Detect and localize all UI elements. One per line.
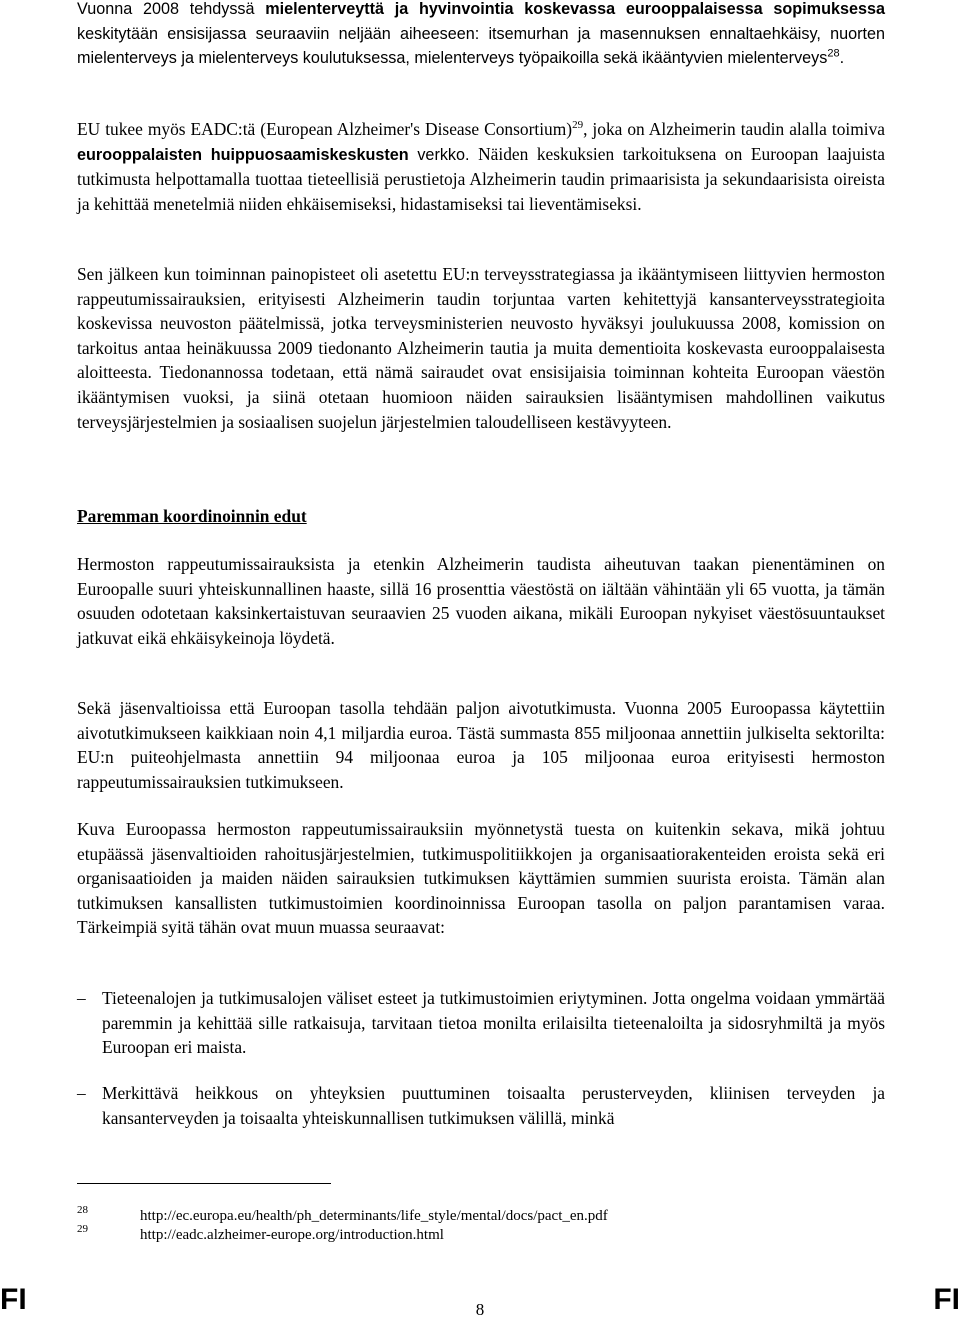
footnote-number: 28 [77, 1204, 88, 1216]
paragraph-brain-research-funding: Sekä jäsenvaltioissa että Euroopan tasolla tehdään paljon aivotutkimusta. Vuonna 2005 Euroopassa käytettiin aivotutkimukseen kaikkiaan noin 4,1 miljardia euroa. Tästä summasta 855 miljoonaa annettiin julkiselta sektorilta: EU:n puiteohjelmasta annettiin 94 miljoonaa euroa ja 105 miljoonaa euroa erityisesti hermoston rappeutumissairauksien tutkimukseen. [77, 698, 885, 792]
footnote-link[interactable]: http://ec.europa.eu/health/ph_determinants/life_style/mental/docs/pact_en.pdf [140, 1208, 608, 1224]
dash-bullet-icon: – [77, 988, 86, 1008]
paragraph-mental-health-pact: Vuonna 2008 tehdyssä mielenterveyttä ja hyvinvointia koskevassa eurooppalaisessa sopimuksessa keskitytään ensisijassa seuraaviin neljään aiheeseen: itsemurhan ja masennuksen ennaltaehkäisy, nuorten mielenterveys ja mielenterveys koulutuksessa, mielenterveys työpaikoilla sekä ikääntyvien mielenterveys$^{28}$. [77, 0, 885, 68]
section-heading: Paremman koordinoinnin edut [77, 506, 307, 526]
footnote-ref-29[interactable]: 29 [572, 119, 584, 132]
paragraph-eadc: EU tukee myös EADC:tä (European Alzheimer's Disease Consortium)$^{29}$, joka on Alzheimerin taudin alalla toimiva eurooppalaisten huippuosaamiskeskusten verkko. Näiden keskuksien tarkoituksena on Euroopan laajuista tutkimusta helpottamalla tuottaa tieteellisiä perustietoja Alzheimerin taudin primaarisista ja sekundaarisista oireista ja kehittää menetelmiä niiden ehkäisemiseksi, hidastamiseksi tai lieventämiseksi. [77, 119, 885, 214]
paragraph-societal-challenge: Hermoston rappeutumissairauksista ja etenkin Alzheimerin taudista aiheutuvan taakan pienentäminen on Euroopalle suuri yhteiskunnallinen haaste, sillä 16 prosenttia väestöstä on iältään vähintään yli 65 vuotta, ja tämän osuuden odotetaan kaksinkertaistuvan seuraavien 25 vuoden aikana, mikäli Euroopan nykyiset väestösuuntaukset jatkuvat eikä ehkäisykeinoja löydetä. [77, 554, 885, 648]
dash-bullet-icon: – [77, 1083, 86, 1103]
page-number: 8 [475, 1300, 485, 1319]
language-code-left: FI [0, 1283, 27, 1316]
list-item [77, 1081, 885, 1130]
footnote-number: 29 [77, 1223, 88, 1235]
language-code-right: FI [933, 1283, 960, 1316]
paragraph-coordination-issues: Kuva Euroopassa hermoston rappeutumissairauksiin myönnetystä tuesta on kuitenkin sekava, mikä johtuu etupäässä jäsenvaltioiden rahoitusjärjestelmien, tutkimuspolitiikkojen ja organisaatiorakenteiden eroista sekä eri organisaatioiden ja maiden näiden sairauksien tutkimuksen käyttämien summien suurista eroista. Tämän alan tutkimuksen kansallisten tutkimustoimien koordinoinnissa Euroopan tasolla on paljon parantamisen varaa. Tärkeimpiä syitä tähän ovat muun muassa seuraavat: [77, 819, 885, 938]
footnote-divider [77, 1183, 331, 1184]
centres-of-excellence-text: eurooppalaisten huippuosaamiskeskusten [77, 145, 409, 164]
paragraph-eu-strategy: Sen jälkeen kun toiminnan painopisteet oli asetettu EU:n terveysstrategiassa ja ikääntymiseen liittyvien hermoston rappeutumissairauksien, erityisesti Alzheimerin taudin torjuntaa varten kehitettyjä kansanterveysstrategioita koskevissa neuvoston päätelmissä, jotka terveysministerien neuvosto hyväksyi joulukuussa 2008, komission on tarkoitus antaa heinäkuussa 2009 tiedonanto Alzheimerin tautia ja muita dementioita koskevasta eurooppalaisesta aloitteesta. Tiedonannossa todetaan, että nämä sairaudet ovat ensisijaisia toiminnan kohteita Euroopan väestön ikääntymisen vuoksi, ja siinä otetaan huomioon näiden sairauksien lisääntymisen mahdollinen vaikutus terveysjärjestelmien ja sosiaalisen suojelun järjestelmien taloudelliseen kestävyyteen. [77, 264, 885, 432]
list-item-text: Tieteenalojen ja tutkimusalojen väliset esteet ja tutkimustoimien eriytyminen. Jotta ongelma voidaan ymmärtää paremmin ja kehittää sille ratkaisuja, tarvitaan tietoa monilta erilaisilta tieteenaloilta ja sidosryhmiltä ja myös Euroopan eri maista. [102, 988, 885, 1058]
footnote-ref-28[interactable]: 28 [827, 47, 840, 60]
list-item [77, 986, 885, 1060]
pact-link-text: mielenterveyttä ja hyvinvointia koskevassa eurooppalaisessa sopimuksessa [265, 0, 885, 18]
list-item-text: Merkittävä heikkous on yhteyksien puuttuminen toisaalta perusterveyden, kliinisen terveyden ja kansanterveyden ja toisaalta yhteiskunnallisen tutkimuksen välillä, minkä [102, 1083, 885, 1128]
footnote-link[interactable]: http://eadc.alzheimer-europe.org/introduction.html [140, 1227, 444, 1243]
